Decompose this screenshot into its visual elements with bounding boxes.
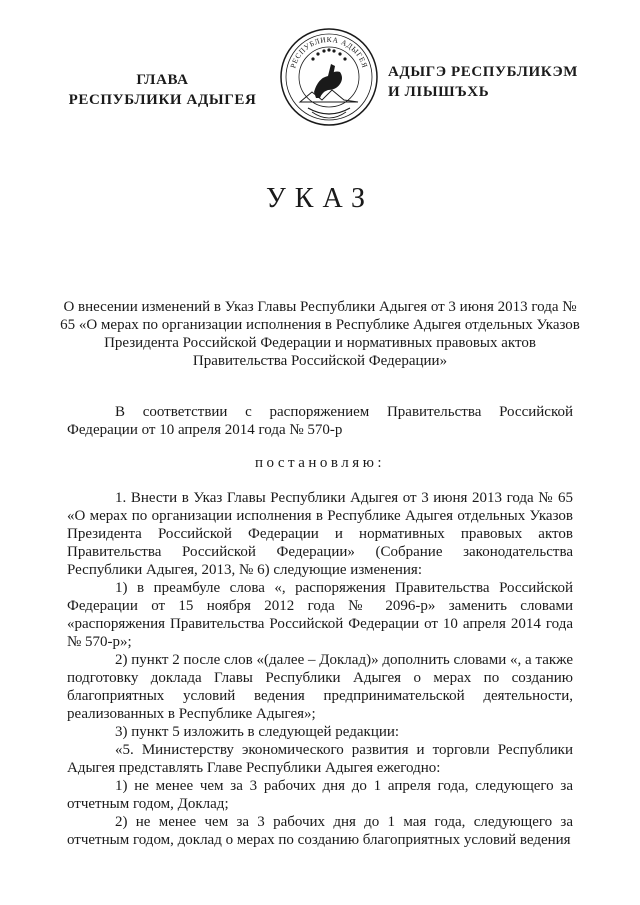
- header-left-line-2: РЕСПУБЛИКИ АДЫГЕЯ: [68, 92, 257, 108]
- body-paragraph: 2) не менее чем за 3 рабочих дня до 1 мая года, следующего за отчетным годом, доклад о мерах по созданию благоприятных условий ведения: [67, 814, 573, 848]
- body-paragraph: 2) пункт 2 после слов «(далее – Доклад)» дополнить словами «, а также подготовку доклада Главы Республики Адыгея о мерах по созданию благоприятных условий ведения предпринимательской деятельности, реализованных в Республике Адыгея»;: [67, 652, 573, 722]
- decree-word: постановляю:: [254, 455, 386, 471]
- decree-preamble: В соответствии с распоряжением Правительства Российской Федерации от 10 апреля 2014 года № 570-р: [67, 404, 573, 438]
- decree-subject: О внесении изменений в Указ Главы Республики Адыгея от 3 июня 2013 года № 65 «О мерах по организации исполнения в Республике Адыгея отдельных Указов Президента Российской Федерации и нормативных правовых актов Правительства Российской Федерации»: [60, 299, 580, 369]
- body-paragraph: 3) пункт 5 изложить в следующей редакции:: [115, 724, 400, 740]
- decree-body: [67, 489, 573, 849]
- coat-of-arms-emblem-icon: [278, 26, 380, 128]
- header-right-line-1: АДЫГЭ РЕСПУБЛИКЭМ: [388, 64, 579, 80]
- document-header: [0, 24, 640, 134]
- header-right-line-2: И ЛІЫШЪХЬ: [388, 84, 490, 100]
- document-title: УКАЗ: [265, 183, 375, 214]
- body-paragraph: 1) не менее чем за 3 рабочих дня до 1 апреля года, следующего за отчетным годом, Доклад;: [67, 778, 573, 812]
- body-paragraph: 1. Внести в Указ Главы Республики Адыгея от 3 июня 2013 года № 65 «О мерах по организации исполнения в Республике Адыгея отдельных Указов Президента Российской Федерации и нормативных правовых актов Правительства Российской Федерации» (Собрание законодательства Республики Адыгея, 2013, № 6) следующие изменения:: [67, 490, 573, 578]
- header-left-title: [55, 70, 270, 110]
- header-right-title: [388, 62, 628, 102]
- body-paragraph: 1) в преамбуле слова «, распоряжения Правительства Российской Федерации от 15 ноября 2012 года № 2096-р» заменить словами «распоряжения Правительства Российской Федерации от 10 апреля 2014 года № 570-р»;: [67, 580, 573, 650]
- header-left-line-1: ГЛАВА: [136, 72, 189, 88]
- body-paragraph: «5. Министерству экономического развития и торговли Республики Адыгея представлять Главе Республики Адыгея ежегодно:: [67, 742, 573, 776]
- emblem-text: РЕСПУБЛИКА АДЫГЕЯ: [288, 34, 370, 70]
